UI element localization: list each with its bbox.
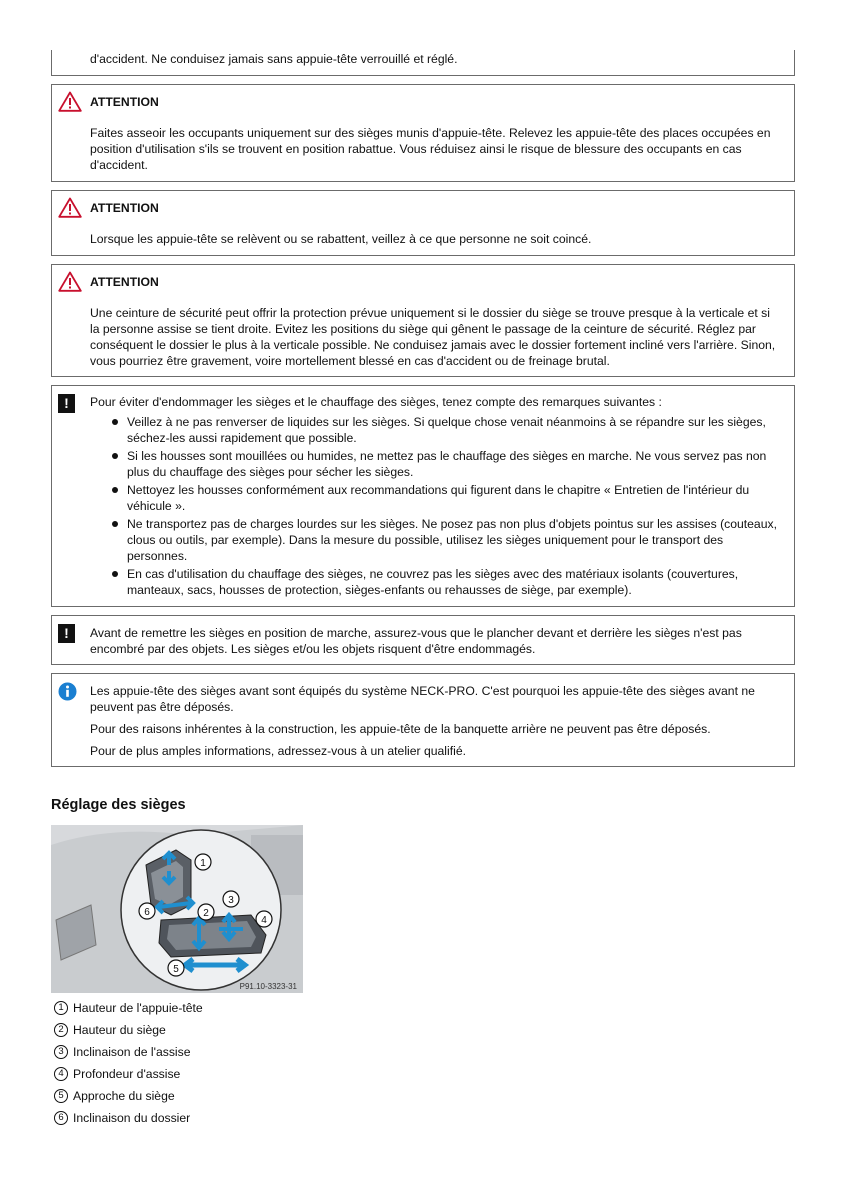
warning-title: ATTENTION	[90, 94, 159, 109]
seat-adjustment-figure	[51, 825, 303, 993]
warning-header	[58, 197, 159, 218]
svg-text:2: 2	[203, 908, 209, 919]
number-circle-icon: 2	[54, 1023, 68, 1037]
warning-box-1	[51, 84, 795, 182]
figure-legend	[54, 997, 203, 1129]
warning-continuation	[51, 50, 795, 76]
svg-text:6: 6	[144, 907, 150, 918]
legend-item	[54, 1019, 203, 1041]
info-paragraph: Les appuie-tête des sièges avant sont équipés du système NECK-PRO. C'est pourquoi les appuie-tête des sièges avant ne peuvent pas être déposés.	[90, 684, 755, 714]
warning-triangle-icon	[58, 271, 82, 292]
warning-header	[58, 91, 159, 112]
notice-box-1	[51, 385, 795, 607]
legend-item	[54, 1041, 203, 1063]
list-item: Veillez à ne pas renverser de liquides sur les sièges. Si quelque chose venait néanmoins à se répandre sur les sièges, séchez-les aussi rapidement que possible.	[112, 414, 782, 446]
warning-header	[58, 271, 159, 292]
number-circle-icon: 5	[54, 1089, 68, 1103]
info-paragraph: Pour des raisons inhérentes à la construction, les appuie-tête de la banquette arrière ne peuvent pas être déposés.	[90, 722, 711, 736]
info-icon	[58, 682, 77, 705]
warning-title: ATTENTION	[90, 200, 159, 215]
number-circle-icon: 4	[54, 1067, 68, 1081]
notice-bullet-list	[112, 414, 782, 600]
continuation-text: d'accident. Ne conduisez jamais sans appuie-tête verrouillé et réglé.	[90, 52, 458, 66]
notice-text: Avant de remettre les sièges en position de marche, assurez-vous que le plancher devant et derrière les sièges n'est pas encombré par des objets. Les sièges et/ou les objets risquent d'être endommagés.	[90, 626, 742, 656]
list-item: Nettoyez les housses conformément aux recommandations qui figurent dans le chapitre « Entretien de l'intérieur du véhicule ».	[112, 482, 782, 514]
warning-text: Une ceinture de sécurité peut offrir la protection prévue uniquement si le dossier du siège se trouve presque à la verticale et si la personne assise se tient droite. Evitez les positions du siège qui gênent le passage de la ceinture de sécurité. Réglez par conséquent le dossier le plus à la verticale possible. Ne conduisez jamais avec le dossier fortement incliné vers l'arrière. Sinon, vous pourriez être gravement, voire mortellement blessé en cas d'accident ou de freinage brutal.	[90, 306, 776, 368]
svg-text:1: 1	[200, 858, 206, 869]
warning-triangle-icon	[58, 197, 82, 218]
warning-title: ATTENTION	[90, 274, 159, 289]
warning-text: Faites asseoir les occupants uniquement sur des sièges munis d'appuie-tête. Relevez les appuie-tête des places occupées en position d'utilisation s'ils se trouvent en position rabattue. Vous réduisez ainsi le risque de blessure des occupants en cas d'accident.	[90, 126, 771, 172]
legend-item	[54, 1107, 203, 1129]
legend-item	[54, 997, 203, 1019]
number-circle-icon: 1	[54, 1001, 68, 1015]
number-circle-icon: 3	[54, 1045, 68, 1059]
info-box	[51, 673, 795, 767]
notice-intro: Pour éviter d'endommager les sièges et le chauffage des sièges, tenez compte des remarques suivantes :	[90, 395, 662, 409]
legend-item	[54, 1085, 203, 1107]
exclamation-icon: !	[58, 394, 75, 413]
svg-text:4: 4	[261, 915, 267, 926]
number-circle-icon: 6	[54, 1111, 68, 1125]
list-item: Si les housses sont mouillées ou humides, ne mettez pas le chauffage des sièges en marche. Ne vous servez pas non plus du chauffage des sièges pour sécher les sièges.	[112, 448, 782, 480]
warning-box-3	[51, 264, 795, 377]
legend-item	[54, 1063, 203, 1085]
svg-text:5: 5	[173, 964, 179, 975]
figure-code: P91.10-3323-31	[239, 982, 297, 991]
exclamation-icon: !	[58, 624, 75, 643]
notice-box-2	[51, 615, 795, 665]
warning-text: Lorsque les appuie-tête se relèvent ou se rabattent, veillez à ce que personne ne soit coincé.	[90, 232, 592, 246]
section-title: Réglage des sièges	[51, 797, 186, 813]
warning-box-2	[51, 190, 795, 256]
legend-label: Profondeur d'assise	[73, 1067, 181, 1081]
svg-text:3: 3	[228, 895, 234, 906]
list-item: En cas d'utilisation du chauffage des sièges, ne couvrez pas les sièges avec des matériaux isolants (couvertures, manteaux, sacs, housses de protection, sièges-enfants ou rehausses de siège, par exemple).	[112, 566, 782, 598]
legend-label: Inclinaison de l'assise	[73, 1045, 191, 1059]
legend-label: Approche du siège	[73, 1089, 175, 1103]
list-item: Ne transportez pas de charges lourdes sur les sièges. Ne posez pas non plus d'objets pointus sur les assises (couteaux, clous ou outils, par exemple). Dans la mesure du possible, utilisez les sièges uniquement pour le transport des personnes.	[112, 516, 782, 564]
warning-triangle-icon	[58, 91, 82, 112]
legend-label: Hauteur de l'appuie-tête	[73, 1001, 203, 1015]
info-paragraph: Pour de plus amples informations, adressez-vous à un atelier qualifié.	[90, 744, 466, 758]
seat-controls-illustration	[51, 825, 303, 993]
legend-label: Hauteur du siège	[73, 1023, 166, 1037]
legend-label: Inclinaison du dossier	[73, 1111, 191, 1125]
